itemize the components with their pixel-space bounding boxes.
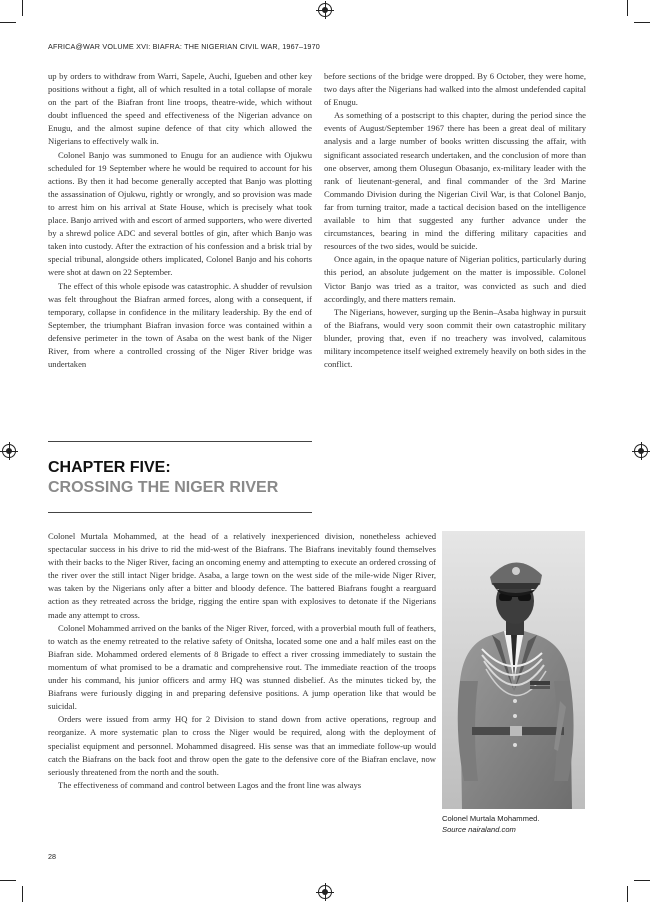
paragraph: The Nigerians, however, surging up the Benin–Asaba highway in pursuit of the Biafrans, would very soon commit their own catastrophic military blunder, proving that, even if no treachery was involved, calamitous military incompetence itself weighed extremely heavily on both sides in the conflict. — [324, 306, 586, 370]
crop-mark — [627, 0, 628, 16]
paragraph: The effectiveness of command and control between Lagos and the front line was always — [58, 779, 362, 790]
right-column — [324, 70, 586, 371]
portrait-photo — [442, 531, 585, 809]
running-head: AFRICA@WAR VOLUME XVI: BIAFRA: THE NIGERIAN CIVIL WAR, 1967–1970 — [48, 42, 320, 51]
crop-mark — [0, 22, 16, 23]
paragraph: Once again, in the opaque nature of Nigerian politics, particularly during this period, an absolute judgement on the matter is impossible. Colonel Victor Banjo was tried as a traitor, was convicted as such and died accordingly, and there matters remain. — [324, 254, 586, 304]
caption-source: Source nairaland.com — [442, 824, 516, 834]
paragraph: As something of a postscript to this chapter, during the period since the events of August/September 1967 there has been a great deal of military analysis and a large number of books written discussing the affair, with significant associated research undertaken, and the conclusion of more than one observer, among them Olusegun Obasanjo, ex-military leader with the rank of lieutenant-general, and final commander of the 3rd Marine Commando Division during the Nigerian Civil War, is that Colonel Banjo, far from turning traitor, made a tactical decision based on the intelligence available to him that suggested any further advance under the circumstances, bearing in mind the differing military capacities and resources of the two sides, would be suicide. — [324, 110, 586, 252]
paragraph: before sections of the bridge were dropped. By 6 October, they were home, two days after the Nigerians had walked into the almost undefended capital of Enugu. — [324, 71, 586, 108]
paragraph: up by orders to withdraw from Warri, Sapele, Auchi, Igueben and other key positions without a fight, all of which resulted in a total collapse of morale on the part of the Biafran front line troops, theatre-wide, which without doubt influenced the speed and effectiveness of the Nigerian advance on Enugu, and the almost supine defence of that city which allowed the Nigerians to effectively walk in. — [48, 71, 312, 147]
chapter-body — [48, 530, 436, 792]
registration-mark-icon — [318, 3, 332, 17]
chapter-number: CHAPTER FIVE: — [48, 459, 171, 476]
registration-mark-icon — [318, 885, 332, 899]
registration-mark-icon — [634, 444, 648, 458]
photo-caption — [442, 814, 540, 835]
paragraph: Colonel Murtala Mohammed, at the head of a relatively inexperienced division, nonetheless achieved spectacular success in his drive to rid the mid-west of the Biafrans. The Biafrans inevitably found themselves with their backs to the Niger River, facing an oncoming enemy and attempting to execute an ordered crossing of the river over the still intact Niger bridge. Asaba, a large town on the west side of the mile-wide Niger River, was taken by the Nigerians only after a bitter and bloody defence. The battered Biafrans fought a rearguard action as they retreated across the bridge, rigging the entire span with explosives to detonate if the Nigerians made any attempt to cross. — [48, 531, 436, 620]
chapter-heading — [48, 458, 278, 498]
crop-mark — [634, 22, 650, 23]
crop-mark — [22, 886, 23, 902]
crop-mark — [22, 0, 23, 16]
left-column — [48, 70, 312, 371]
chapter-rule-top — [48, 441, 312, 442]
chapter-title: CROSSING THE NIGER RIVER — [48, 479, 279, 496]
crop-mark — [627, 886, 628, 902]
paragraph: Orders were issued from army HQ for 2 Division to stand down from active operations, regroup and reorganize. A more systematic plan to cross the Niger would be required, along with the deployment of specialist equipment and personnel. Mohammed disagreed. His sense was that an immediate follow-up would catch the Biafrans on the back foot and throw open the gate to the defensive core of the Biafran enclave, now seriously threatened from the north and the south. — [48, 714, 436, 777]
registration-mark-icon — [2, 444, 16, 458]
page-number: 28 — [48, 852, 56, 861]
caption-text: Colonel Murtala Mohammed. — [442, 814, 540, 823]
crop-mark — [0, 880, 16, 881]
crop-mark — [634, 880, 650, 881]
chapter-rule-bottom — [48, 512, 312, 513]
paragraph: Colonel Mohammed arrived on the banks of the Niger River, forced, with a proverbial mouth full of feathers, to watch as the enemy retreated to the relative safety of Onitsha, located some one and a half miles east on the Biafran side. Mohammed ordered elements of 8 Brigade to effect a river crossing immediately to sustain the momentum of what promised to be a dramatic and comprehensive rout. The immediate reaction of the troops under his command, his junior officers and army HQ was stunned disbelief. As the minutes ticked by, the Biafrans were furiously digging in and preparing defensive positions. A jump operation like that would be suicidal. — [48, 622, 436, 712]
paragraph: Colonel Banjo was summoned to Enugu for an audience with Ojukwu scheduled for 19 September where he would be required to account for his actions. By then it had become generally accepted that Banjo was plotting the assassination of Ojukwu, rightly or wrongly, and so provision was made to arrest him on his arrival at State House, which is precisely what took place. Banjo arrived with and escort of armed supporters, who were diverted by a shrewd police ADC and several bottles of gin, after which Banjo was taken into custody. After the extraction of his confession and a brisk trial by special tribunal, alongside others implicated, Colonel Banjo and his cohorts were shot at dawn on 22 September. — [48, 149, 312, 278]
paragraph: The effect of this whole episode was catastrophic. A shudder of revulsion was felt throughout the Biafran armed forces, along with a consequent, if temporary, collapse in confidence in the military leadership. By the end of September, the triumphant Biafran invasion force was contained within a defensive perimeter in the town of Asaba on the west bank of the Niger River, from where a controlled crossing of the Niger River bridge was undertaken — [48, 280, 312, 370]
